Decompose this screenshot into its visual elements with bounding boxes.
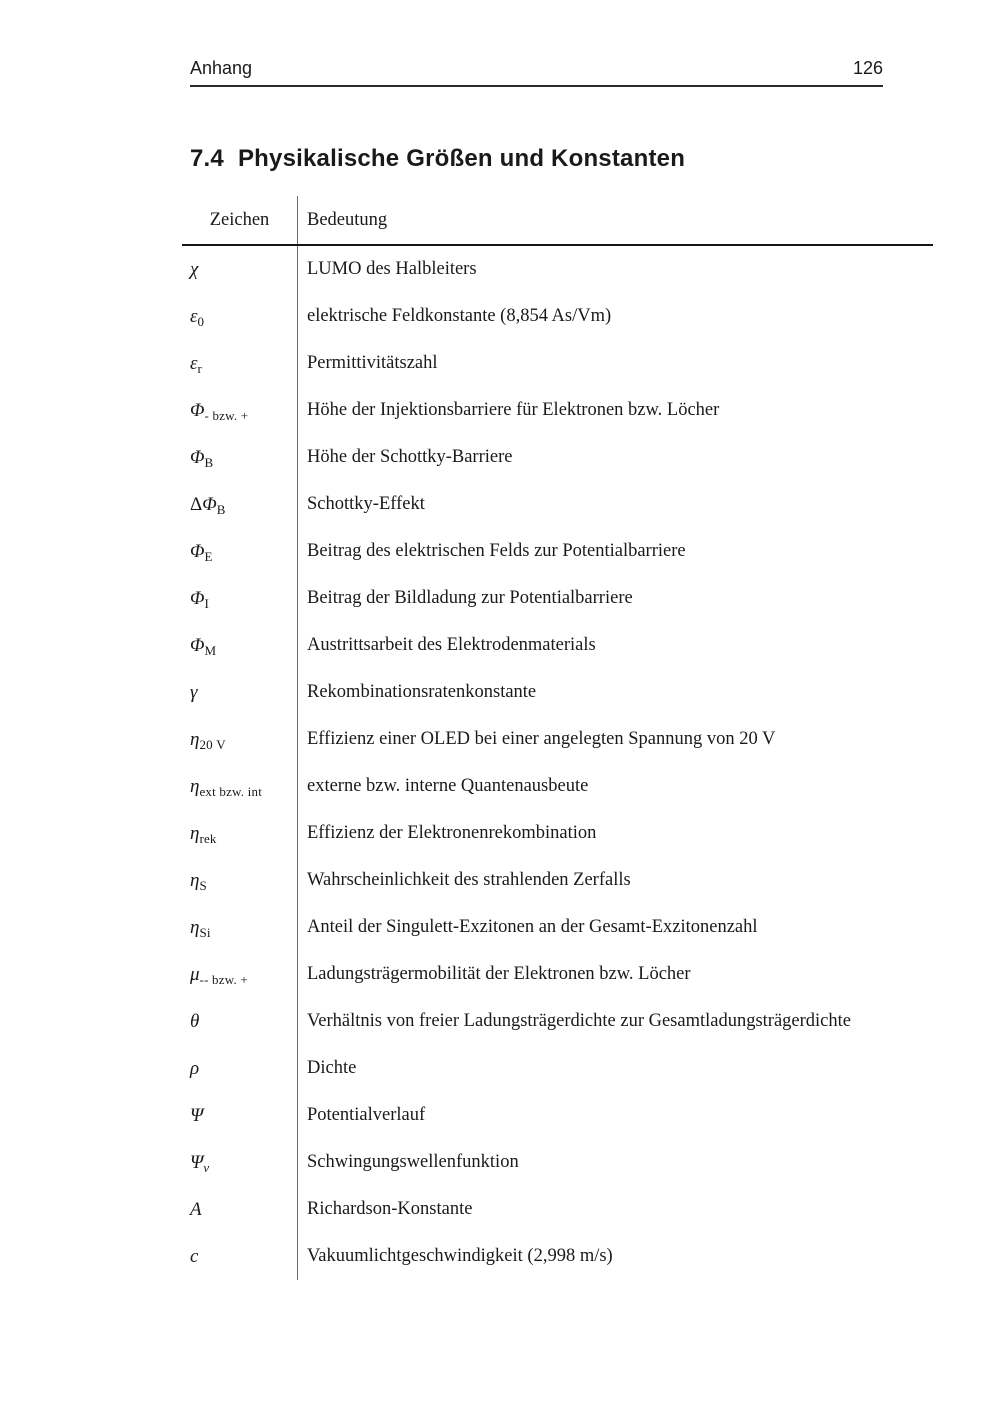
- symbol-subscript: S: [199, 877, 207, 893]
- meaning-text: Potentialverlauf: [307, 1105, 426, 1125]
- meaning-cell: [297, 1092, 933, 1139]
- symbol-cell: [182, 1105, 297, 1127]
- symbol-base: η: [190, 869, 200, 891]
- symbol-cell: [182, 776, 297, 798]
- symbol-cell: [182, 682, 297, 704]
- table-row: [182, 763, 933, 810]
- meaning-text: Höhe der Injektionsbarriere für Elektronen bzw. Löcher: [307, 400, 720, 420]
- meaning-cell: [297, 1233, 933, 1280]
- meaning-text: Beitrag der Bildladung zur Potentialbarriere: [307, 588, 633, 608]
- symbol-subscript: M: [204, 642, 217, 658]
- meaning-cell: [297, 716, 933, 763]
- meaning-text: externe bzw. interne Quantenausbeute: [307, 776, 589, 796]
- symbol-cell: [182, 635, 297, 657]
- symbol-cell: [182, 447, 297, 469]
- symbol-base: c: [190, 1245, 199, 1267]
- table-header-row: [182, 196, 933, 246]
- symbol-base: ε: [190, 305, 198, 327]
- table-row: [182, 810, 933, 857]
- symbol-cell: [182, 1058, 297, 1080]
- symbol-base: Φ: [190, 446, 205, 468]
- symbol-base: Φ: [202, 493, 217, 515]
- symbol-subscript: -- bzw. +: [199, 971, 248, 987]
- meaning-text: Vakuumlichtgeschwindigkeit (2,998 m/s): [307, 1246, 613, 1266]
- table-row: [182, 951, 933, 998]
- symbol-base: θ: [190, 1010, 200, 1032]
- symbol-subscript: I: [204, 595, 209, 611]
- symbol-cell: [182, 541, 297, 563]
- table-row: [182, 904, 933, 951]
- symbol-subscript: v: [203, 1159, 210, 1175]
- table-row: [182, 481, 933, 528]
- symbol-cell: [182, 588, 297, 610]
- meaning-text: Anteil der Singulett-Exzitonen an der Gesamt-Exzitonenzahl: [307, 917, 758, 937]
- page-number: 126: [852, 58, 883, 78]
- meaning-text: Permittivitätszahl: [307, 353, 438, 373]
- symbol-base: Φ: [190, 399, 205, 421]
- meaning-text: Verhältnis von freier Ladungsträgerdichte zur Gesamtladungsträgerdichte: [307, 1011, 851, 1031]
- meaning-text: Höhe der Schottky-Barriere: [307, 447, 513, 467]
- symbol-base: Ψ: [190, 1151, 204, 1173]
- meaning-cell: [297, 434, 933, 481]
- meaning-cell: [297, 857, 933, 904]
- table-row: [182, 1045, 933, 1092]
- table-row: [182, 575, 933, 622]
- meaning-text: Richardson-Konstante: [307, 1199, 473, 1219]
- table-row: [182, 1233, 933, 1280]
- meaning-cell: [297, 1139, 933, 1186]
- symbol-base: ε: [190, 352, 198, 374]
- symbol-subscript: B: [216, 501, 226, 517]
- symbol-cell: [182, 306, 297, 328]
- meaning-cell: [297, 904, 933, 951]
- symbol-base: A: [190, 1198, 202, 1220]
- symbol-subscript: r: [197, 360, 203, 376]
- column-header-symbol: Zeichen: [209, 209, 270, 230]
- meaning-text: Schottky-Effekt: [307, 494, 425, 514]
- meaning-text: Austrittsarbeit des Elektrodenmaterials: [307, 635, 596, 655]
- meaning-text: elektrische Feldkonstante (8,854 As/Vm): [307, 306, 612, 326]
- symbol-base: η: [190, 916, 200, 938]
- meaning-text: Dichte: [307, 1058, 357, 1078]
- symbol-subscript: E: [204, 548, 213, 564]
- meaning-cell: [297, 246, 933, 293]
- meaning-text: Rekombinationsratenkonstante: [307, 682, 537, 702]
- table-row: [182, 246, 933, 293]
- meaning-cell: [297, 810, 933, 857]
- meaning-text: Effizienz der Elektronenrekombination: [307, 823, 597, 843]
- symbol-cell: [182, 1011, 297, 1033]
- symbol-base: Φ: [190, 587, 205, 609]
- symbols-table: [182, 196, 933, 1280]
- symbol-cell: [182, 353, 297, 375]
- symbol-cell: [182, 964, 297, 986]
- symbol-cell: [182, 870, 297, 892]
- running-header-title: Anhang: [190, 58, 253, 78]
- symbol-base: μ: [190, 963, 200, 985]
- symbol-subscript: Si: [199, 924, 211, 940]
- running-header: [190, 58, 883, 87]
- table-row: [182, 528, 933, 575]
- symbol-cell: [182, 400, 297, 422]
- meaning-cell: [297, 293, 933, 340]
- symbol-base: γ: [190, 681, 198, 703]
- symbol-subscript: 20 V: [199, 736, 226, 752]
- symbol-base: Ψ: [190, 1104, 204, 1126]
- symbol-base: η: [190, 728, 200, 750]
- symbol-subscript: 0: [197, 313, 205, 329]
- meaning-cell: [297, 998, 933, 1045]
- meaning-cell: [297, 575, 933, 622]
- section-number: 7.4: [190, 145, 224, 172]
- symbol-base: χ: [190, 258, 199, 280]
- table-row: [182, 1186, 933, 1233]
- meaning-cell: [297, 622, 933, 669]
- section-title-text: Physikalische Größen und Konstanten: [237, 145, 686, 172]
- meaning-text: Beitrag des elektrischen Felds zur Potentialbarriere: [307, 541, 686, 561]
- meaning-text: LUMO des Halbleiters: [307, 259, 477, 279]
- meaning-cell: [297, 669, 933, 716]
- meaning-cell: [297, 951, 933, 998]
- symbol-base: Φ: [190, 634, 205, 656]
- symbol-subscript: B: [204, 454, 214, 470]
- symbol-cell: [182, 259, 297, 281]
- symbol-cell: [182, 1152, 297, 1174]
- symbol-cell: [182, 1199, 297, 1221]
- symbol-base: Φ: [190, 540, 205, 562]
- symbol-base: ρ: [190, 1057, 200, 1079]
- meaning-text: Effizienz einer OLED bei einer angelegten Spannung von 20 V: [307, 729, 776, 749]
- meaning-text: Wahrscheinlichkeit des strahlenden Zerfalls: [307, 870, 631, 890]
- table-row: [182, 293, 933, 340]
- meaning-cell: [297, 763, 933, 810]
- symbol-base: η: [190, 775, 200, 797]
- table-row: [182, 1139, 933, 1186]
- table-row: [182, 622, 933, 669]
- symbol-cell: [182, 729, 297, 751]
- section-title: [190, 145, 685, 173]
- column-header-meaning: Bedeutung: [297, 196, 933, 244]
- symbol-subscript: ext bzw. int: [199, 783, 263, 799]
- table-row: [182, 857, 933, 904]
- symbol-cell: [182, 1246, 297, 1268]
- meaning-cell: [297, 481, 933, 528]
- meaning-cell: [297, 1186, 933, 1233]
- meaning-cell: [297, 528, 933, 575]
- meaning-cell: [297, 387, 933, 434]
- symbol-subscript: - bzw. +: [204, 407, 249, 423]
- table-row: [182, 387, 933, 434]
- symbol-cell: [182, 823, 297, 845]
- symbol-cell: [182, 494, 297, 516]
- table-row: [182, 1092, 933, 1139]
- table-row: [182, 669, 933, 716]
- symbol-prefix: Δ: [190, 493, 203, 515]
- symbol-subscript: rek: [199, 830, 217, 846]
- meaning-text: Ladungsträgermobilität der Elektronen bzw. Löcher: [307, 964, 691, 984]
- symbol-base: η: [190, 822, 200, 844]
- table-row: [182, 340, 933, 387]
- meaning-cell: [297, 340, 933, 387]
- table-row: [182, 434, 933, 481]
- table-body: [182, 246, 933, 1280]
- meaning-cell: [297, 1045, 933, 1092]
- table-row: [182, 716, 933, 763]
- table-row: [182, 998, 933, 1045]
- symbol-cell: [182, 917, 297, 939]
- meaning-text: Schwingungswellenfunktion: [307, 1152, 519, 1172]
